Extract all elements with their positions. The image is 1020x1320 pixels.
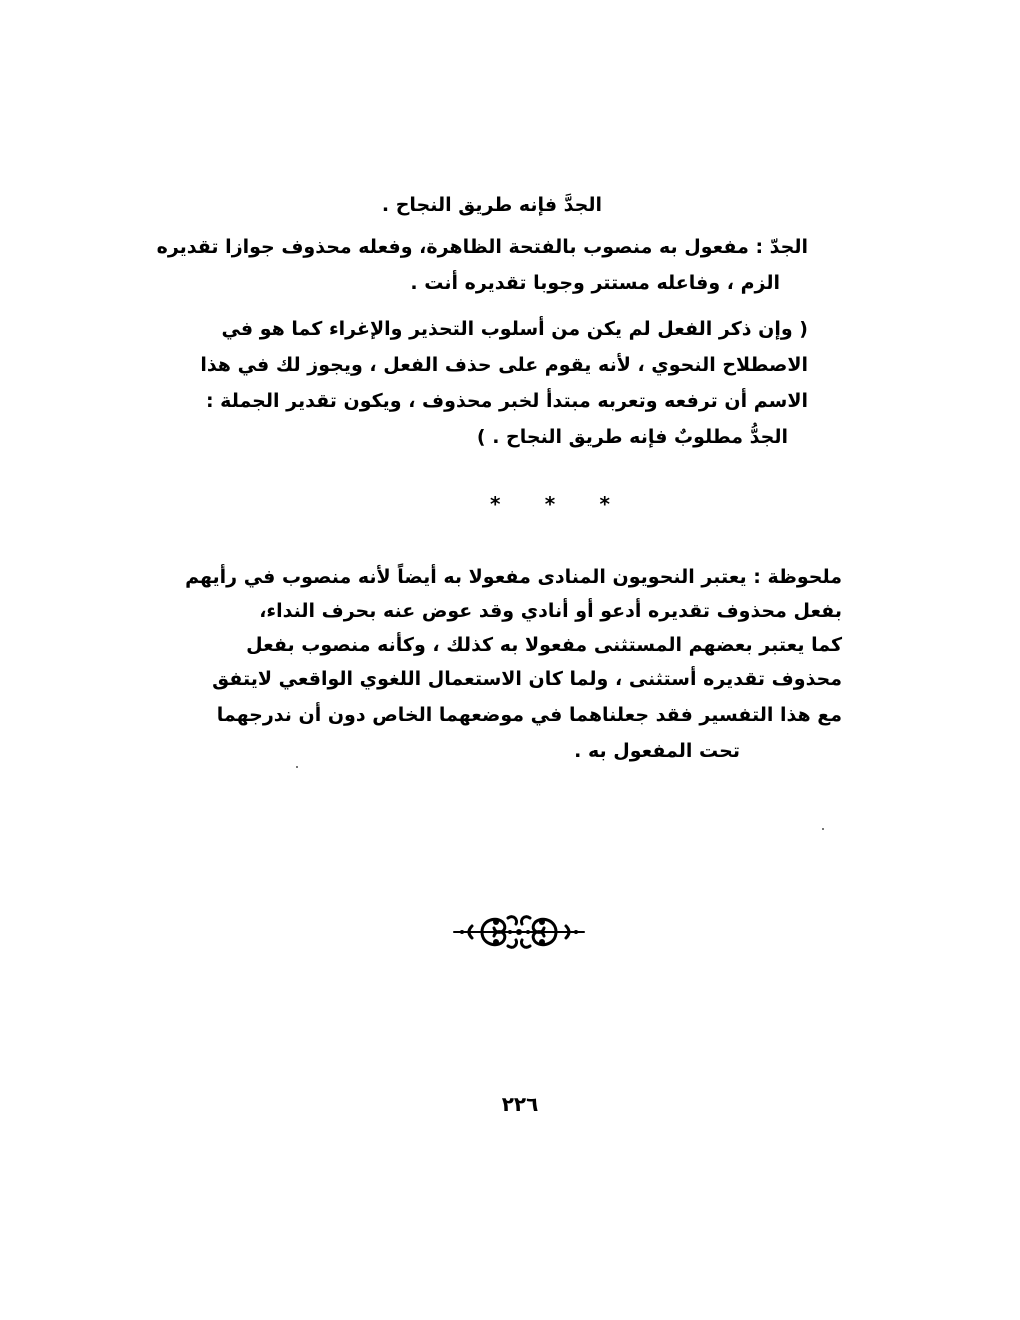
section-separator: [490, 492, 610, 516]
note-line-5: مع هذا التفسير فقد جعلناهما في موضعهما الخاص دون أن ندرجهما: [216, 704, 842, 726]
parenthetical-line-4: الجدُّ مطلوبٌ فإنه طريق النجاح . ): [476, 426, 788, 448]
asterisk-icon: *: [599, 492, 610, 516]
note-line-6: تحت المفعول به .: [574, 740, 740, 762]
parenthetical-line-1: ( وإن ذكر الفعل لم يكن من أسلوب التحذير والإغراء كما هو في: [221, 318, 808, 340]
asterisk-icon: *: [490, 492, 501, 516]
scan-speck: [296, 766, 298, 768]
asterisk-icon: *: [544, 492, 556, 516]
note-line-4: محذوف تقديره أستثنى ، ولما كان الاستعمال اللغوي الواقعي لايتفق: [212, 668, 842, 690]
grammar-explanation-line-2: الزم ، وفاعله مستتر وجوبا تقديره أنت .: [410, 272, 780, 294]
note-line-2: بفعل محذوف تقديره أدعو أو أنادي وقد عوض عنه بحرف النداء،: [259, 600, 842, 622]
arabesque-ornament-icon: [452, 910, 586, 954]
parenthetical-line-2: الاصطلاح النحوي ، لأنه يقوم على حذف الفعل ، ويجوز لك في هذا: [200, 354, 808, 376]
example-sentence: الجدَّ فإنه طريق النجاح .: [381, 194, 602, 216]
note-line-3: كما يعتبر بعضهم المستثنى مفعولا به كذلك ، وكأنه منصوب بفعل: [246, 634, 842, 656]
note-line-1: ملحوظة : يعتبر النحويون المنادى مفعولا به أيضاً لأنه منصوب في رأيهم: [185, 566, 842, 588]
page-number: ٢٢٦: [501, 1092, 539, 1116]
scan-speck: [822, 828, 824, 830]
parenthetical-line-3: الاسم أن ترفعه وتعربه مبتدأ لخبر محذوف ، ويكون تقدير الجملة :: [205, 390, 808, 412]
grammar-explanation-line-1: الجدّ : مفعول به منصوب بالفتحة الظاهرة، وفعله محذوف جوازا تقديره: [156, 236, 808, 258]
